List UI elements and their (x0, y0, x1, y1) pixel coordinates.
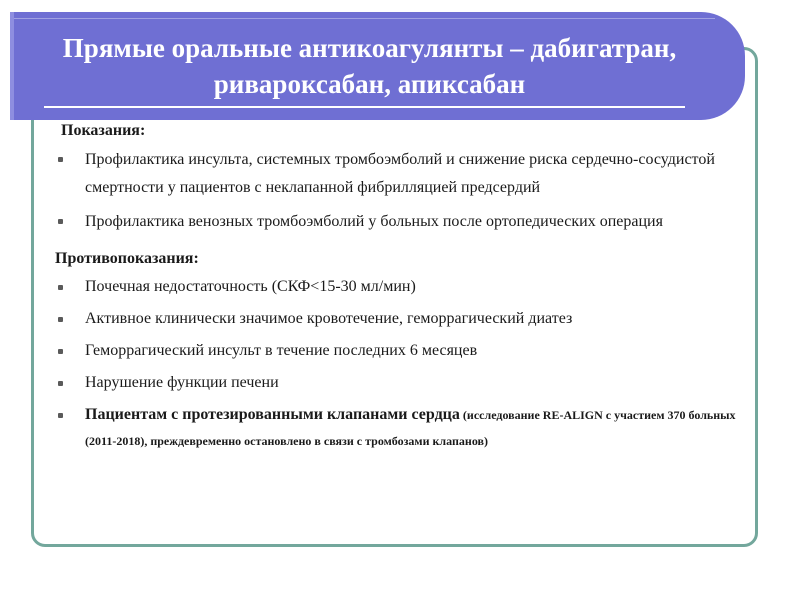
indications-list (55, 146, 745, 236)
slide-title (14, 30, 725, 102)
list-item-text: Нарушение функции печени (85, 374, 279, 391)
title-line-2: ривароксабан, апиксабан (213, 69, 526, 99)
list-item (55, 338, 745, 364)
list-item-text: Геморрагический инсульт в течение последних 6 месяцев (85, 342, 478, 359)
bullet-icon (58, 381, 63, 386)
indications-label: Показания: (61, 122, 146, 139)
list-item (55, 306, 745, 332)
list-item-bold-text: Пациентам с протезированными клапанами сердца (85, 406, 460, 423)
list-item-text: Почечная недостаточность (СКФ<15-30 мл/мин) (85, 278, 416, 295)
list-item (55, 146, 745, 202)
bullet-icon (58, 317, 63, 322)
contraindications-label: Противопоказания: (55, 250, 199, 267)
list-item-prosthetic-valves (55, 402, 745, 454)
bullet-icon (58, 349, 63, 354)
list-item-text: Профилактика венозных тромбоэмболий у больных после ортопедических операция (85, 213, 663, 230)
banner-bottom-rule (44, 106, 685, 108)
list-item (55, 208, 745, 236)
title-line-1: Прямые оральные антикоагулянты – дабигатран, (62, 33, 677, 63)
banner-top-rule (14, 18, 715, 19)
list-item (55, 370, 745, 396)
list-item-note: (исследование RE-ALIGN с участием 370 больных (2011-2018), преждевременно остановлено в связи с тромбозами клапанов) (85, 408, 736, 448)
bullet-icon (58, 157, 63, 162)
bullet-icon (58, 413, 63, 418)
bullet-icon (58, 219, 63, 224)
list-item-text: Профилактика инсульта, системных тромбоэмболий и снижение риска сердечно-сосудистой смертности у пациентов с неклапанной фибрилляцией предсердий (85, 151, 715, 196)
list-item-text: Активное клинически значимое кровотечение, геморрагический диатез (85, 310, 573, 327)
contraindications-list (55, 274, 745, 454)
slide-content (55, 118, 745, 460)
title-banner (10, 12, 745, 120)
bullet-icon (58, 285, 63, 290)
list-item (55, 274, 745, 300)
